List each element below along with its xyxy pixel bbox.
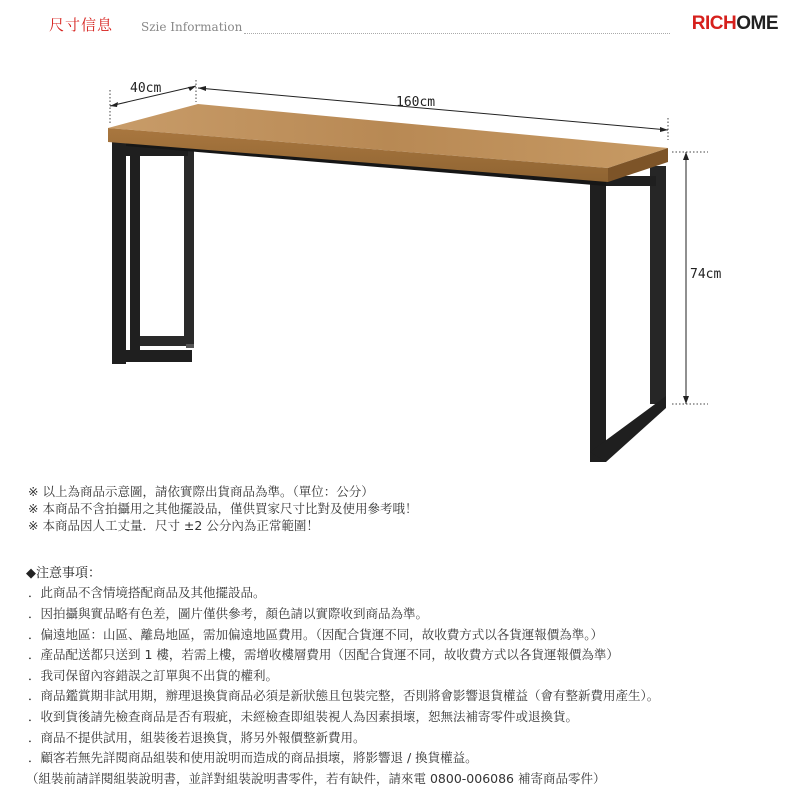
caution-heading: ◆注意事項： (26, 566, 101, 581)
note-item: ※ 本商品因人工丈量．尺寸 ±2 公分內為正常範圍！ (28, 518, 319, 533)
desk-diagram (0, 60, 800, 480)
caution-item: ．商品不提供試用，組裝後若退換貨，將另外報價整新費用。 (28, 730, 366, 745)
page-header (0, 0, 800, 44)
note-item: ※ 以上為商品示意圖，請依實際出貨商品為準。（單位：公分） (28, 484, 374, 499)
section-subtitle: Szie Information (141, 20, 243, 34)
caution-item: ．商品鑑賞期非試用期，辦理退換貨商品必須是新狀態且包裝完整，否則將會影響退貨權益（會有整新費用產生）。 (28, 688, 660, 703)
caution-item: ．收到貨後請先檢查商品是否有瑕疵，未經檢查即組裝視人為因素損壞，恕無法補寄零件或退換貨。 (28, 709, 579, 724)
header-divider (244, 33, 670, 34)
assembly-note: （組裝前請詳閱組裝說明書，並詳對組裝說明書零件，若有缺件，請來電 0800-006086 補寄商品零件） (26, 771, 606, 786)
brand-logo (692, 13, 778, 35)
height-label: 74cm (690, 267, 722, 282)
product-illustration (0, 60, 800, 480)
back-right-leg (650, 166, 666, 404)
brand-logo-red: RICH (691, 13, 737, 34)
caution-item: ．偏遠地區：山區、離島地區，需加偏遠地區費用。（因配合貨運不同，故收費方式以各貨運報價為準。） (28, 627, 604, 642)
depth-label: 40cm (130, 81, 162, 96)
caution-item: ．因拍攝與實品略有色差，圖片僅供參考，顏色請以實際收到商品為準。 (28, 606, 429, 621)
section-title: 尺寸信息 (49, 16, 114, 34)
caution-item: ．顧客若無先詳閱商品組裝和使用說明而造成的商品損壞，將影響退 / 換貨權益。 (28, 750, 478, 765)
caution-item: ．此商品不含情境搭配商品及其他擺設品。 (28, 585, 266, 600)
brand-logo-dark: OME (736, 13, 778, 34)
width-label: 160cm (396, 95, 436, 110)
caution-item: ．我司保留內容錯誤之訂單與不出貨的權利。 (28, 668, 279, 683)
note-item: ※ 本商品不含拍攝用之其他擺設品，僅供買家尺寸比對及使用參考哦！ (28, 501, 418, 516)
front-left-leg (112, 136, 192, 364)
caution-item: ．產品配送都只送到 1 樓，若需上樓，需增收樓層費用（因配合貨運不同，故收費方式以各貨運報價為準） (28, 647, 619, 662)
